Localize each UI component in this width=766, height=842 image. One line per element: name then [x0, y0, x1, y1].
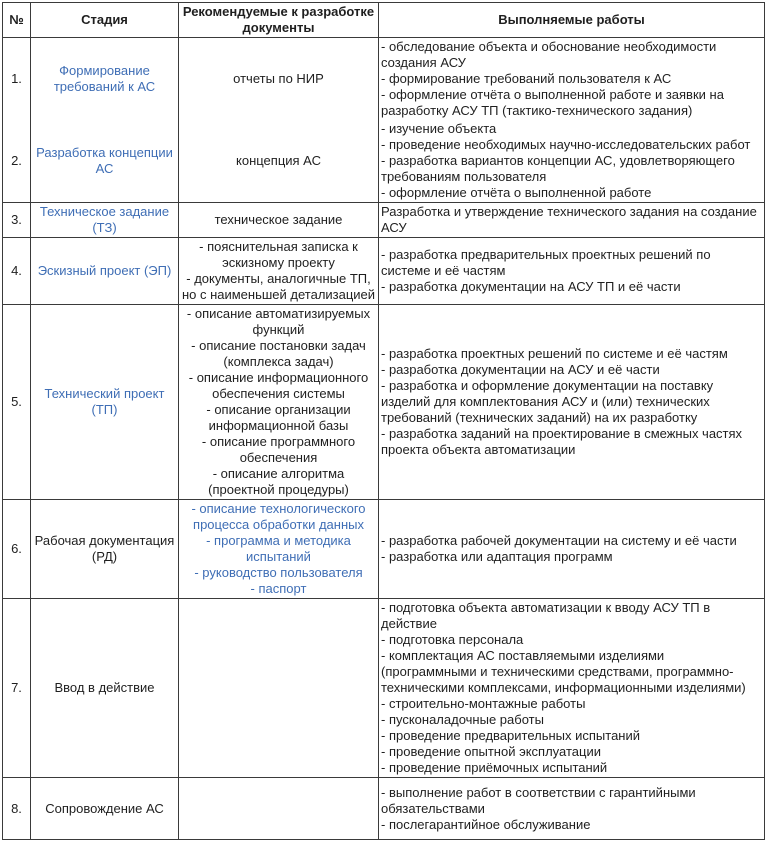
row-number: 1.: [2, 37, 30, 120]
doc-link[interactable]: - паспорт: [250, 581, 307, 596]
row-number: 3.: [2, 202, 30, 237]
stage-label: Ввод в действие: [54, 680, 155, 695]
works-cell: [378, 777, 764, 839]
table-row: [2, 120, 764, 202]
work-item: - разработка проектных решений по системе и её частям: [381, 346, 728, 361]
work-item: - строительно-монтажные работы: [381, 696, 586, 711]
doc-item: - описание информационного обеспечения системы: [188, 370, 369, 401]
column-header-docs: Рекомендуемые к разработке документы: [178, 2, 378, 37]
works-cell: [378, 598, 764, 777]
stage-label: Рабочая документация (РД): [34, 533, 175, 564]
stages-table-body: [2, 37, 764, 839]
docs-cell: [178, 202, 378, 237]
stage-cell: [30, 202, 178, 237]
docs-cell: [178, 777, 378, 839]
works-cell: [378, 304, 764, 499]
work-item: - разработка предварительных проектных решений по системе и её частям: [381, 247, 711, 278]
docs-cell: [178, 499, 378, 598]
stage-cell: [30, 237, 178, 304]
doc-item: - пояснительная записка к эскизному проекту: [199, 239, 358, 270]
docs-cell: [178, 304, 378, 499]
doc-item: - описание программного обеспечения: [201, 434, 356, 465]
work-item: - проведение необходимых научно-исследовательских работ: [381, 137, 751, 152]
table-row: [2, 202, 764, 237]
stage-cell: [30, 304, 178, 499]
table-row: [2, 237, 764, 304]
doc-item: - описание алгоритма (проектной процедуры): [208, 466, 349, 497]
stage-link[interactable]: Формирование требований к АС: [53, 63, 156, 94]
column-header-stage: Стадия: [30, 2, 178, 37]
doc-item: - описание организации информационной базы: [206, 402, 351, 433]
header-row: [2, 2, 764, 37]
stage-link[interactable]: Эскизный проект (ЭП): [37, 263, 172, 278]
row-number: 7.: [2, 598, 30, 777]
doc-item: техническое задание: [214, 212, 343, 227]
doc-link[interactable]: - описание технологического процесса обработки данных: [191, 501, 366, 532]
work-item: - разработка документации на АСУ и её части: [381, 362, 660, 377]
work-item: - оформление отчёта о выполненной работе и заявки на разработку АСУ ТП (тактико-технического задания): [381, 87, 724, 118]
stage-cell: [30, 598, 178, 777]
work-item: - проведение предварительных испытаний: [381, 728, 641, 743]
stage-link[interactable]: Разработка концепции АС: [36, 145, 173, 176]
work-item: - обследование объекта и обоснование необходимости создания АСУ: [381, 39, 717, 70]
row-number: 6.: [2, 499, 30, 598]
work-item: - оформление отчёта о выполненной работе: [381, 185, 652, 200]
stage-cell: [30, 37, 178, 120]
stage-label: Сопровождение АС: [45, 800, 164, 816]
work-item: - разработка вариантов концепции АС, удовлетворяющего требованиям пользователя: [381, 153, 735, 184]
works-cell: [378, 37, 764, 120]
doc-link[interactable]: - руководство пользователя: [194, 565, 363, 580]
doc-link[interactable]: - программа и методика испытаний: [206, 533, 351, 564]
works-cell: [378, 499, 764, 598]
works-cell: [378, 237, 764, 304]
row-number: 2.: [2, 120, 30, 202]
work-item: - подготовка персонала: [381, 632, 524, 647]
stage-link[interactable]: Техническое задание (ТЗ): [39, 204, 170, 235]
table-row: [2, 777, 764, 839]
stage-cell: [30, 499, 178, 598]
work-item: - формирование требований пользователя к АС: [381, 71, 672, 86]
column-header-num: №: [2, 2, 30, 37]
table-row: [2, 499, 764, 598]
row-number: 5.: [2, 304, 30, 499]
table-row: [2, 304, 764, 499]
work-item: Разработка и утверждение технического задания на создание АСУ: [381, 204, 757, 235]
work-item: - разработка и оформление документации на поставку изделий для комплектования АСУ и (или) технических требований (технических заданий) на их разработку: [381, 378, 714, 425]
doc-item: - документы, аналогичные ТП, но с наименьшей детализацией: [181, 271, 376, 302]
work-item: - изучение объекта: [381, 121, 497, 136]
work-item: - комплектация АС поставляемыми изделиями (программными и техническими средствами, программно-техническими комплексами, информационными изделиями): [381, 648, 746, 695]
stage-cell: [30, 777, 178, 839]
work-item: - подготовка объекта автоматизации к вводу АСУ ТП в действие: [381, 600, 711, 631]
table-header: [2, 2, 764, 37]
work-item: - проведение опытной эксплуатации: [381, 744, 601, 759]
stage-link[interactable]: Технический проект (ТП): [44, 386, 165, 417]
work-item: - послегарантийное обслуживание: [381, 816, 591, 832]
doc-item: - описание автоматизируемых функций: [186, 306, 371, 337]
row-number: 8.: [2, 777, 30, 839]
doc-item: концепция АС: [236, 153, 321, 168]
stages-table: [2, 2, 765, 840]
work-item: - проведение приёмочных испытаний: [381, 760, 608, 775]
works-cell: [378, 120, 764, 202]
works-cell: [378, 202, 764, 237]
docs-cell: [178, 37, 378, 120]
work-item: - разработка рабочей документации на систему и её части: [381, 533, 737, 548]
work-item: - пусконаладочные работы: [381, 712, 544, 727]
work-item: - разработка заданий на проектирование в смежных частях проекта объекта автоматизации: [381, 426, 743, 457]
doc-item: - описание постановки задач (комплекса задач): [191, 338, 366, 369]
stage-cell: [30, 120, 178, 202]
docs-cell: [178, 120, 378, 202]
docs-cell: [178, 598, 378, 777]
doc-item: отчеты по НИР: [233, 71, 324, 86]
column-header-works: Выполняемые работы: [378, 2, 764, 37]
work-item: - разработка или адаптация программ: [381, 549, 613, 564]
work-item: - выполнение работ в соответствии с гарантийными обязательствами: [381, 784, 696, 816]
row-number: 4.: [2, 237, 30, 304]
docs-cell: [178, 237, 378, 304]
work-item: - разработка документации на АСУ ТП и её части: [381, 279, 681, 294]
table-row: [2, 598, 764, 777]
table-row: [2, 37, 764, 120]
